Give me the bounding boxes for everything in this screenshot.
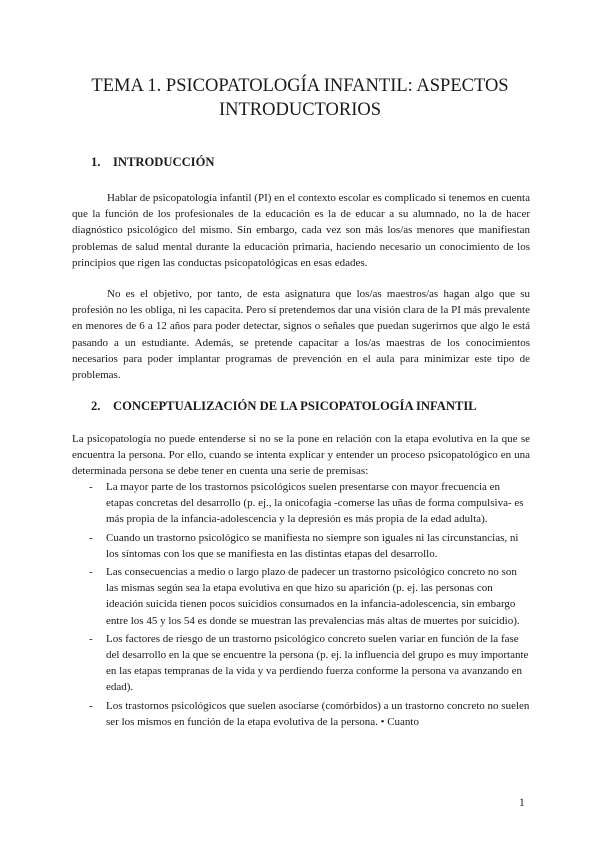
bullet-marker: - xyxy=(89,481,93,493)
list-item-text: Las consecuencias a medio o largo plazo de padecer un trastorno psicológico concreto no son las mismas según sea la etapa evolutiva en que hizo su aparición (p. ej. las personas con ideación suicida tienen pocos suicidios consumados en la infancia-adolescencia, sin embargo entre los 45 y los 54 es donde se muestran las prevalencias más altas de muertes por suicidio). xyxy=(106,566,520,627)
premises-list xyxy=(72,479,530,732)
list-item xyxy=(72,564,530,629)
intro-paragraph-1: Hablar de psicopatología infantil (PI) en el contexto escolar es complicado si tenemos en cuenta que la función de los profesionales de la educación es la de educar a su alumnado, no la de hacer diagnóstico psicológico del mismo. Sin embargo, cada vez son más los/as menores que manifiestan problemas de salud mental durante la educación primaria, haciendo necesario un conocimiento de los principios que rigen las conductas psicopatológicas en esas edades. xyxy=(72,192,530,269)
section-number: 2. xyxy=(91,399,101,413)
bullet-marker: - xyxy=(89,699,93,712)
list-item xyxy=(72,479,530,528)
bullet-marker: - xyxy=(89,632,93,645)
list-item xyxy=(72,530,530,562)
document-title: TEMA 1. PSICOPATOLOGÍA INFANTIL: ASPECTOS INTRODUCTORIOS xyxy=(91,76,509,120)
list-item-text: La mayor parte de los trastornos psicológicos suelen presentarse con mayor frecuencia en etapas concretas del desarrollo (p. ej., la onicofagia -comerse las uñas de forma compulsiva- es más propia de la infancia-adolescencia y la depresión es más propia de la edad adulta). xyxy=(106,481,524,526)
list-item-text: Cuando un trastorno psicológico se manifiesta no siempre son iguales ni las circunstancias, ni los síntomas con los que se manifiesta en las distintas etapas del desarrollo. xyxy=(106,531,519,560)
section-heading-conceptualizacion xyxy=(91,399,477,414)
list-item xyxy=(72,698,530,730)
bullet-marker: - xyxy=(89,566,93,579)
list-item-text: Los trastornos psicológicos que suelen asociarse (comórbidos) a un trastorno concreto no suelen ser los mismos en función de la etapa evolutiva de la persona. • Cuanto xyxy=(106,699,530,728)
bullet-marker: - xyxy=(89,531,93,544)
section-title: INTRODUCCIÓN xyxy=(113,155,215,169)
page-number: 1 xyxy=(519,797,525,809)
section-title: CONCEPTUALIZACIÓN DE LA PSICOPATOLOGÍA INFANTIL xyxy=(113,399,477,413)
conceptualization-intro-paragraph: La psicopatología no puede entenderse si no se la pone en relación con la etapa evolutiva en la que se encuentra la persona. Por ello, cuando se intenta explicar y entender un proceso psicopatológico en una determinada persona se debe tener en cuenta una serie de premisas: xyxy=(72,433,530,478)
section-number: 1. xyxy=(91,155,101,169)
list-item-text: Los factores de riesgo de un trastorno psicológico concreto suelen variar en función de la fase del desarrollo en la que se encuentre la persona (p. ej. la influencia del grupo es muy importante en las etapas tempranas de la vida y va perdiendo fuerza conforme la persona va avanzando en edad). xyxy=(106,632,529,694)
intro-paragraph-2: No es el objetivo, por tanto, de esta asignatura que los/as maestros/as hagan algo que su profesión no les obliga, ni les capacita. Pero sí pretendemos dar una visión clara de la PI más prevalente en menores de 6 a 12 años para poder detectar, signos o señales que puedan sugerirnos que algo le está pasando a un estudiante. Además, se pretende capacitar a los/as maestras de los conocimientos necesarios para poder implantar programas de prevención en el aula para minimizar este tipo de problemas. xyxy=(72,288,530,382)
list-item xyxy=(72,631,530,696)
section-heading-introduccion xyxy=(91,155,214,170)
